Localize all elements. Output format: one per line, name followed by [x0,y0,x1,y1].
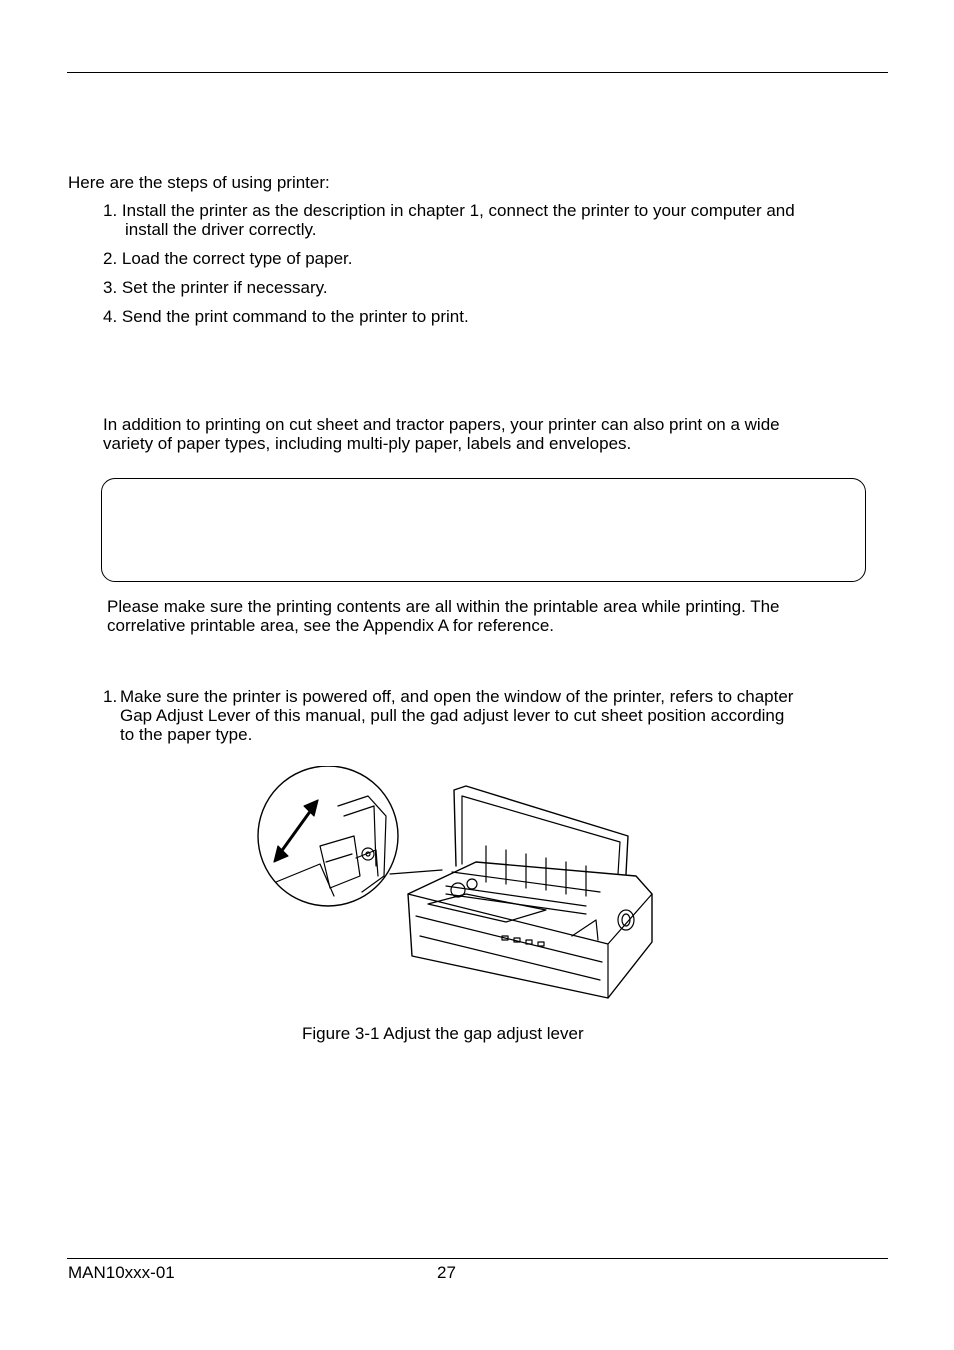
step-1-line-2: install the driver correctly. [125,220,317,239]
step-2: 2. Load the correct type of paper. [103,249,353,268]
intro-text: Here are the steps of using printer: [68,173,330,192]
cut-sheet-step-line-1: Make sure the printer is powered off, and open the window of the printer, refers to chapter [120,687,794,706]
note-line-2: correlative printable area, see the Appendix A for reference. [107,616,554,635]
note-box [101,478,866,582]
step-1-line-1: 1. Install the printer as the description in chapter 1, connect the printer to your computer and [103,201,795,220]
paper-paragraph-line-1: In addition to printing on cut sheet and tractor papers, your printer can also print on a wide [103,415,780,434]
paper-paragraph-line-2: variety of paper types, including multi-ply paper, labels and envelopes. [103,434,632,453]
printer-illustration-icon [256,766,656,1006]
cut-sheet-step-number: 1. [103,687,118,706]
note-line-1: Please make sure the printing contents are all within the printable area while printing. The [107,597,780,616]
footer-rule [67,1258,888,1259]
figure-caption: Figure 3-1 Adjust the gap adjust lever [302,1024,584,1043]
cut-sheet-step-line-3: to the paper type. [120,725,253,744]
step-4: 4. Send the print command to the printer to print. [103,307,469,326]
footer-page-number: 27 [437,1263,456,1282]
step-3: 3. Set the printer if necessary. [103,278,328,297]
cut-sheet-step-line-2: Gap Adjust Lever of this manual, pull the gad adjust lever to cut sheet position according [120,706,785,725]
header-rule [67,72,888,73]
footer-doc-id: MAN10xxx-01 [68,1263,175,1282]
